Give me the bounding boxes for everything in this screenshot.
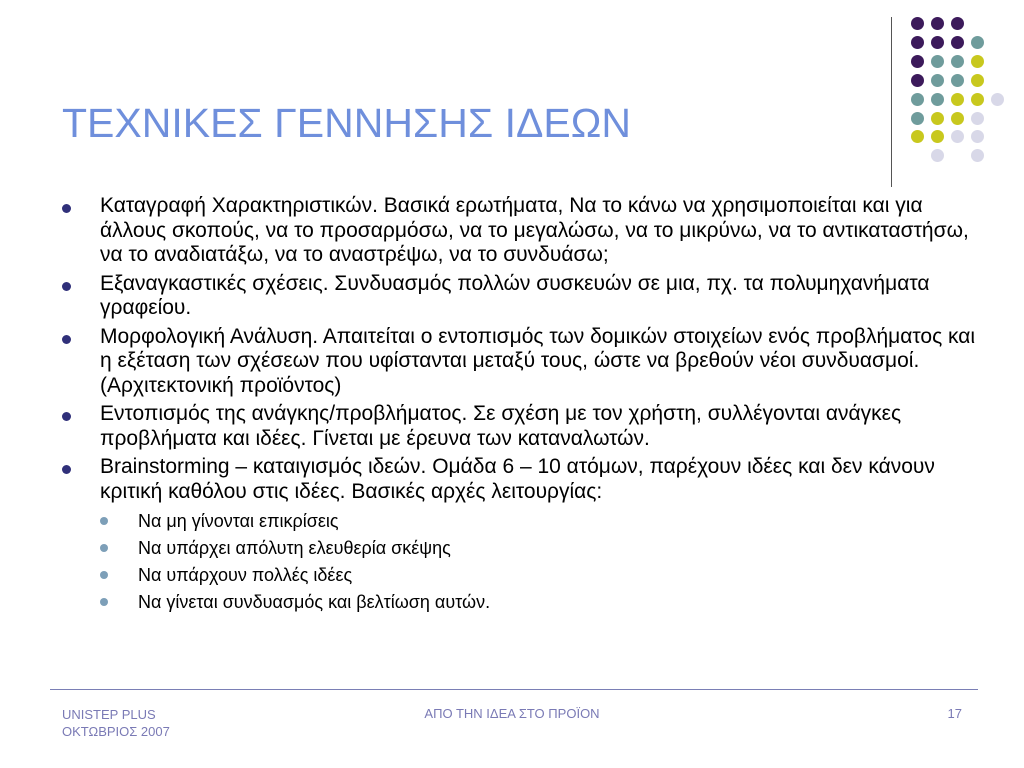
- sub-bullet-text: Να μη γίνονται επικρίσεις: [138, 511, 339, 531]
- sub-list-item: [100, 591, 977, 613]
- dot: [971, 36, 984, 49]
- dot: [911, 36, 924, 49]
- bullet-text: Μορφολογική Ανάλυση. Απαιτείται ο εντοπισμός των δομικών στοιχείων ενός προβλήματος και η εξέταση των σχέσεων που υφίστανται μεταξύ τους, ώστε να βρεθούν νέοι συνδυασμοί. (Αρχιτεκτονική προϊόντος): [100, 324, 976, 397]
- bullet-dot-icon: [62, 204, 71, 213]
- list-item: [62, 194, 977, 268]
- sub-bullet-text: Να υπάρχει απόλυτη ελευθερία σκέψης: [138, 538, 451, 558]
- sub-bullet-dot-icon: [100, 544, 108, 552]
- footer-date: ΟΚΤΩΒΡΙΟΣ 2007: [62, 724, 170, 739]
- dot: [911, 130, 924, 143]
- dot: [931, 74, 944, 87]
- dot: [931, 36, 944, 49]
- bullet-dot-icon: [62, 282, 71, 291]
- dot: [951, 55, 964, 68]
- dot: [951, 112, 964, 125]
- list-item: [62, 325, 977, 399]
- footer-org: UNISTEP PLUS: [62, 707, 156, 722]
- bullet-dot-icon: [62, 412, 71, 421]
- footer-divider: [50, 689, 978, 690]
- bullet-text: Εντοπισμός της ανάγκης/προβλήματος. Σε σχέση με τον χρήστη, συλλέγονται ανάγκες προβλήματα και ιδέες. Γίνεται με έρευνα των καταναλωτών.: [100, 402, 902, 450]
- dot: [911, 74, 924, 87]
- dot: [931, 149, 944, 162]
- dot: [931, 112, 944, 125]
- dot: [991, 93, 1004, 106]
- bullet-text: Brainstorming – καταιγισμός ιδεών. Ομάδα 6 – 10 ατόμων, παρέχουν ιδέες και δεν κάνουν κριτική καθόλου στις ιδέες. Βασικές αρχές λειτουργίας:: [100, 455, 935, 503]
- dot: [971, 112, 984, 125]
- dot: [971, 55, 984, 68]
- slide-title: ΤΕΧΝΙΚΕΣ ΓΕΝΝΗΣΗΣ ΙΔΕΩΝ: [62, 100, 631, 146]
- sub-list-item: [100, 564, 977, 586]
- sub-list-item: [100, 537, 977, 559]
- dot: [911, 93, 924, 106]
- dot: [971, 130, 984, 143]
- bullet-text: Καταγραφή Χαρακτηριστικών. Βασικά ερωτήματα, Να το κάνω να χρησιμοποιείται και για άλλους σκοπούς, να το προσαρμόσω, να το μεγαλώσω, να το μικρύνω, να το αντικαταστήσω, να το αναδιατάξω, να το αναστρέψω, να το συνδυάσω;: [100, 194, 969, 266]
- page-number: 17: [947, 706, 962, 721]
- dot: [951, 17, 964, 30]
- bullet-list: [62, 194, 977, 618]
- footer-center-text: ΑΠΟ ΤΗΝ ΙΔΕΑ ΣΤΟ ΠΡΟΪΟΝ: [424, 706, 600, 721]
- list-item: [62, 402, 977, 451]
- sub-list-item: [100, 510, 977, 532]
- dot: [971, 74, 984, 87]
- sub-bullet-text: Να υπάρχουν πολλές ιδέες: [138, 565, 353, 585]
- dot: [951, 93, 964, 106]
- bullet-dot-icon: [62, 335, 71, 344]
- dot: [931, 130, 944, 143]
- dot: [911, 55, 924, 68]
- dot: [931, 17, 944, 30]
- dot: [951, 74, 964, 87]
- dot: [931, 93, 944, 106]
- sub-bullet-dot-icon: [100, 598, 108, 606]
- list-item: [62, 272, 977, 321]
- sub-bullet-dot-icon: [100, 517, 108, 525]
- sub-bullet-text: Να γίνεται συνδυασμός και βελτίωση αυτών.: [138, 592, 491, 612]
- dot: [911, 17, 924, 30]
- dot: [911, 112, 924, 125]
- dot: [951, 130, 964, 143]
- dot: [951, 36, 964, 49]
- decorative-divider: [891, 17, 892, 187]
- sub-bullet-list: [100, 510, 977, 613]
- dot: [931, 55, 944, 68]
- bullet-dot-icon: [62, 465, 71, 474]
- dot: [971, 149, 984, 162]
- footer-left: [62, 706, 170, 740]
- dot: [971, 93, 984, 106]
- list-item: [62, 455, 977, 613]
- bullet-text: Εξαναγκαστικές σχέσεις. Συνδυασμός πολλών συσκευών σε μια, πχ. τα πολυμηχανήματα γραφείου.: [100, 271, 930, 319]
- sub-bullet-dot-icon: [100, 571, 108, 579]
